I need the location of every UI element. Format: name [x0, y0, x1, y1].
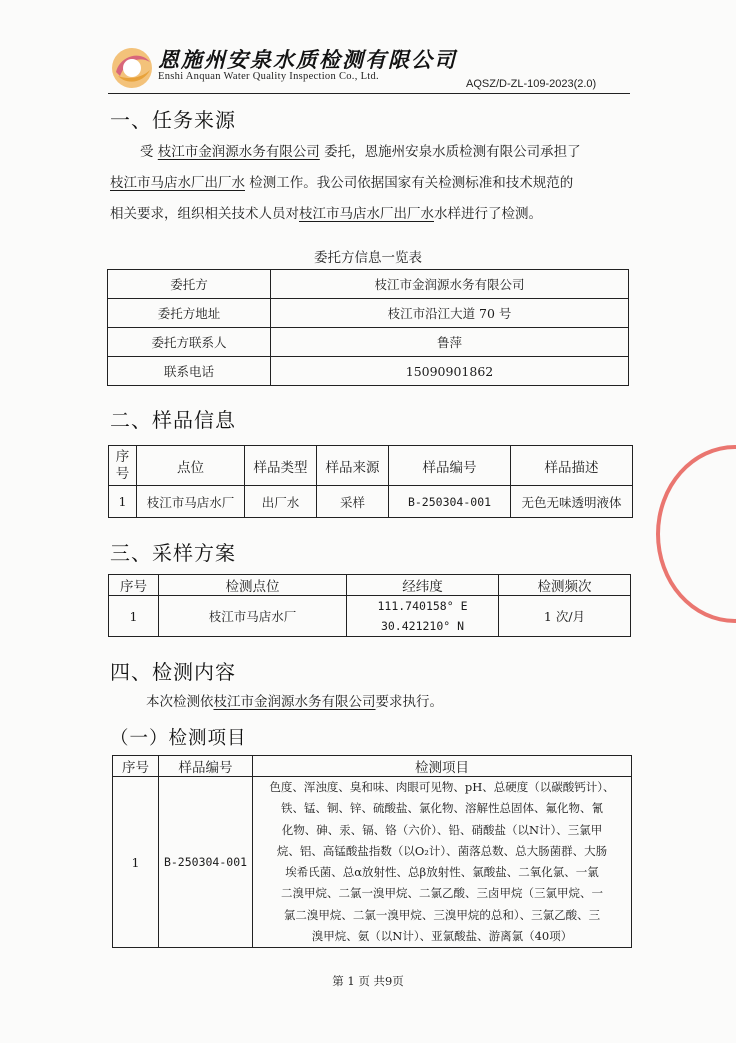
header-divider	[108, 93, 630, 94]
table-row: 1 枝江市马店水厂 出厂水 采样 B-250304-001 无色无味透明液体	[109, 486, 633, 518]
document-number: AQSZ/D-ZL-109-2023(2.0)	[466, 78, 597, 90]
company-logo	[110, 46, 154, 90]
longitude: 111.740158° E	[377, 599, 468, 613]
company-name-en: Enshi Anquan Water Quality Inspection Co., Ltd.	[158, 71, 379, 82]
page-number: 第 1 页 共9页	[332, 974, 404, 988]
subsection-heading: （一）检测项目	[110, 728, 247, 749]
project-name: 枝江市马店水厂出厂水	[110, 175, 245, 191]
official-seal	[656, 445, 736, 623]
table-row: 联系电话 15090901862	[108, 357, 629, 386]
table-row: 委托方地址 枝江市沿江大道 70 号	[108, 299, 629, 328]
table-header-row: 序号 点位 样品类型 样品来源 样品编号 样品描述	[109, 446, 633, 486]
section1-paragraph: 受 枝江市金润源水务有限公司 委托，恩施州安泉水质检测有限公司承担了 枝江市马店水厂出厂水 检测工作。我公司依据国家有关检测标准和技术规范的 相关要求，组织相关技术人员对枝江市马店水厂出厂水水样进行了检测。	[110, 144, 581, 222]
test-items-list: 色度、浑浊度、臭和味、肉眼可见物、pH、总硬度（以碳酸钙计）、 铁、锰、铜、锌、硫酸盐、氯化物、溶解性总固体、氟化物、氰 化物、砷、汞、镉、铬（六价）、铅、硝酸盐（以N计）、三氯甲 烷、铝、高锰酸盐指数（以O₂计）、菌落总数、总大肠菌群、大肠 埃希氏菌、总α放射性、总β放射性、氯酸盐、二氧化氯、一氯 二溴甲烷、二氯一溴甲烷、二氯乙酸、三卤甲烷（三氯甲烷、一 氯二溴甲烷、二氯一溴甲烷、三溴甲烷的总和）、三氯乙酸、三 溴甲烷、氨（以N计）、亚氯酸盐、游离氯（40项）	[253, 777, 632, 948]
table-header-row: 序号 样品编号 检测项目	[113, 756, 632, 777]
client-name-ref: 枝江市金润源水务有限公司	[213, 694, 376, 710]
table-header-row: 序号 检测点位 经纬度 检测频次	[109, 575, 631, 596]
table-row: 1 枝江市马店水厂 111.740158° E 30.421210° N 1 次/月	[109, 596, 631, 637]
client-name-link: 枝江市金润源水务有限公司	[157, 144, 320, 160]
section4-heading: 四、检测内容	[110, 660, 236, 684]
section1-heading: 一、任务来源	[110, 108, 236, 132]
sampling-plan-table	[108, 574, 631, 637]
client-table-caption: 委托方信息一览表	[314, 250, 422, 266]
section4-paragraph: 本次检测依枝江市金润源水务有限公司要求执行。	[146, 694, 443, 710]
company-name-cn: 恩施州安泉水质检测有限公司	[158, 48, 457, 72]
test-items-table	[112, 755, 632, 948]
section3-heading: 三、采样方案	[110, 541, 236, 565]
sample-reference: 枝江市马店水厂出厂水	[299, 206, 434, 222]
table-row: 委托方联系人 鲁萍	[108, 328, 629, 357]
section2-heading: 二、样品信息	[110, 408, 236, 432]
latitude: 30.421210° N	[380, 619, 465, 633]
table-row: 1 B-250304-001 色度、浑浊度、臭和味、肉眼可见物、pH、总硬度（以碳酸钙计）、 铁、锰、铜、锌、硫酸盐、氯化物、溶解性总固体、氟化物、氰 化物、砷、汞、镉、铬（六价）、铅、硝酸盐（以N计）、三氯甲 烷、铝、高锰酸盐指数（以O₂计）、菌落总数、总大肠菌群、大肠 埃希氏菌、总α放射性、总β放射性、氯酸盐、二氧化氯、一氯 二溴甲烷、二氯一溴甲烷、二氯乙酸、三卤甲烷（三氯甲烷、一 氯二溴甲烷、二氯一溴甲烷、三溴甲烷的总和）、三氯乙酸、三 溴甲烷、氨（以N计）、亚氯酸盐、游离氯（40项）	[113, 777, 632, 948]
client-info-table	[107, 269, 629, 386]
table-row: 委托方 枝江市金润源水务有限公司	[108, 270, 629, 299]
sample-info-table	[108, 445, 633, 518]
